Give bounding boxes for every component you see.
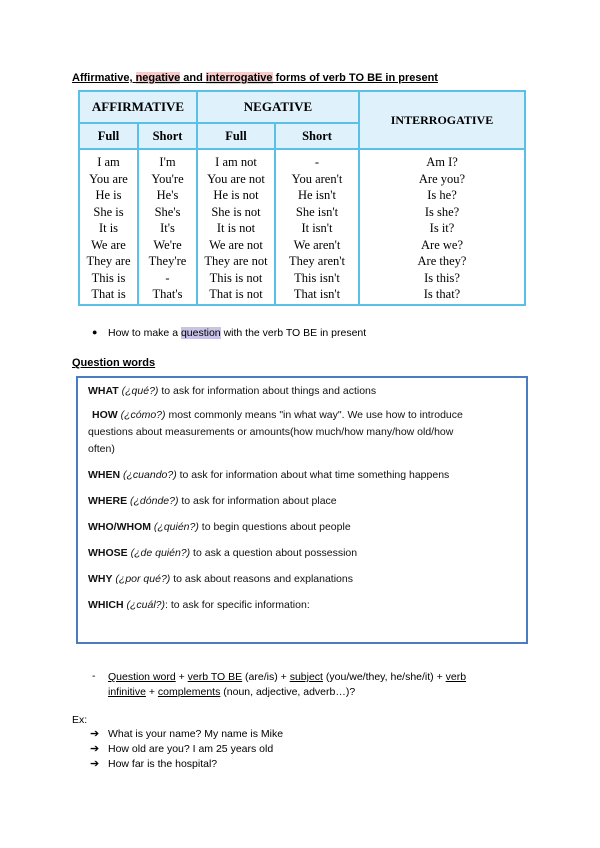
- cell: We're: [153, 237, 182, 252]
- qw-word: WHY: [88, 573, 113, 585]
- formula-verb: verb TO BE: [187, 671, 243, 683]
- cell: It isn't: [301, 221, 333, 235]
- cell: This is: [91, 270, 126, 285]
- cell: He's: [156, 188, 179, 202]
- formula-text: (you/we/they, he/she/it) +: [322, 671, 446, 683]
- formula-subject: subject: [289, 671, 323, 683]
- formula-dash: -: [92, 670, 96, 682]
- qw-text: to ask a question about possession: [190, 547, 358, 559]
- qw-spanish: (¿qué?): [121, 385, 159, 397]
- formula-verb-infinitive: verb: [445, 671, 467, 683]
- cell: Are they?: [417, 254, 467, 268]
- cell: That's: [152, 287, 183, 301]
- header-interrogative: INTERROGATIVE: [360, 92, 524, 148]
- qw-spanish: (¿cuando?): [123, 469, 177, 481]
- qw-word: WHOSE: [88, 547, 128, 559]
- question-highlight: question: [180, 327, 221, 339]
- header-affirmative-full: Full: [80, 124, 137, 148]
- cell: He is: [95, 188, 122, 202]
- header-negative: NEGATIVE: [198, 92, 358, 122]
- qw-who: [88, 519, 351, 535]
- cell: They are: [86, 254, 131, 268]
- qw-text: : to ask for specific information:: [165, 599, 310, 611]
- cell: This isn't: [294, 270, 340, 285]
- cell: He is not: [213, 188, 259, 202]
- qw-spanish: (¿cuál?): [126, 599, 166, 611]
- qw-spanish: (¿cómo?): [120, 409, 166, 421]
- cell: You are not: [207, 171, 265, 186]
- negative-full-column: [198, 154, 274, 303]
- cell: It is: [98, 221, 119, 235]
- bullet-dot-icon: ●: [92, 327, 98, 337]
- example-item: How far is the hospital?: [108, 758, 218, 770]
- qw-text: often): [88, 443, 115, 455]
- example-item: What is your name? My name is Mike: [108, 728, 284, 740]
- formula: [108, 670, 508, 700]
- cell: We aren't: [293, 237, 341, 252]
- qw-spanish: (¿de quién?): [130, 547, 191, 559]
- qw-word: WHO/WHOM: [88, 521, 151, 533]
- table-divider: [80, 122, 358, 124]
- cell: They are not: [204, 254, 268, 268]
- cell: -: [165, 270, 170, 285]
- verb-to-be-table: [78, 90, 526, 306]
- qw-how-cont: [88, 441, 115, 457]
- cell: Is this?: [424, 270, 460, 285]
- qw-word: HOW: [92, 409, 118, 421]
- qw-where: [88, 493, 337, 509]
- cell: She is not: [211, 204, 261, 219]
- cell: We are not: [209, 237, 263, 252]
- cell: That isn't: [293, 287, 341, 301]
- cell: Is it?: [429, 221, 455, 235]
- title-interrogative-highlight: interrogative: [205, 72, 273, 84]
- cell: She is: [93, 204, 124, 219]
- arrow-icon: ➔: [90, 743, 100, 755]
- formula-verb-infinitive: infinitive: [108, 686, 146, 698]
- qw-word: WHICH: [88, 599, 124, 611]
- bullet-how-to-question: [108, 327, 366, 339]
- formula-text: (noun, adjective, adverb…)?: [220, 686, 356, 698]
- qw-spanish: (¿por qué?): [115, 573, 171, 585]
- cell: Is he?: [427, 188, 457, 202]
- cell: This is not: [209, 270, 263, 285]
- qw-text: most commonly means "in what way". We use how to introduce: [165, 409, 463, 421]
- qw-whose: [88, 545, 357, 561]
- formula-text: +: [145, 686, 158, 698]
- question-words-box: [76, 376, 528, 644]
- cell: -: [314, 155, 320, 169]
- page-title: [72, 72, 438, 84]
- cell: It is not: [216, 221, 256, 235]
- qw-spanish: (¿quién?): [153, 521, 199, 533]
- header-affirmative: AFFIRMATIVE: [80, 92, 196, 122]
- qw-text: to ask for information about things and actions: [158, 385, 377, 397]
- arrow-icon: ➔: [90, 758, 100, 770]
- header-negative-short: Short: [276, 124, 358, 148]
- question-words-heading: Question words: [72, 357, 156, 369]
- qw-word: WHEN: [88, 469, 121, 481]
- title-part: Affirmative,: [72, 72, 136, 84]
- qw-word: WHERE: [88, 495, 128, 507]
- formula-complements: complements: [157, 686, 221, 698]
- cell: She's: [154, 204, 181, 219]
- qw-why: [88, 571, 353, 587]
- affirmative-short-column: [139, 154, 196, 303]
- qw-how-cont: [88, 424, 453, 440]
- cell: Are we?: [421, 237, 463, 252]
- title-part: forms of verb TO BE in present: [272, 72, 438, 84]
- cell: I am not: [215, 155, 257, 169]
- formula-text: +: [175, 671, 188, 683]
- cell: They're: [148, 254, 187, 268]
- cell: Is she?: [424, 204, 460, 219]
- bullet-text: How to make a: [108, 327, 181, 339]
- qw-which: [88, 597, 310, 613]
- cell: Is that?: [423, 287, 461, 301]
- interrogative-column: [360, 154, 524, 303]
- qw-text: to ask about reasons and explanations: [170, 573, 353, 585]
- affirmative-full-column: [80, 154, 137, 303]
- cell: I am: [97, 155, 120, 169]
- qw-spanish: (¿dónde?): [130, 495, 179, 507]
- examples-label: Ex:: [72, 714, 88, 726]
- cell: She isn't: [295, 204, 339, 219]
- qw-what: [88, 383, 376, 399]
- cell: I'm: [159, 155, 176, 169]
- qw-text: to ask for information about what time something happens: [176, 469, 450, 481]
- cell: Am I?: [426, 155, 458, 169]
- cell: It's: [160, 221, 175, 235]
- qw-text: to begin questions about people: [198, 521, 351, 533]
- qw-when: [88, 467, 449, 483]
- header-affirmative-short: Short: [139, 124, 196, 148]
- table-divider: [80, 148, 524, 150]
- title-part: and: [180, 72, 206, 84]
- example-item: How old are you? I am 25 years old: [108, 743, 274, 755]
- arrow-icon: ➔: [90, 728, 100, 740]
- formula-text: (are/is) +: [242, 671, 290, 683]
- qw-how: [92, 407, 463, 423]
- cell: He isn't: [297, 188, 336, 202]
- cell: That is: [91, 287, 126, 301]
- qw-text: questions about measurements or amounts(how much/how many/how old/how: [88, 426, 454, 438]
- cell: You aren't: [291, 171, 343, 186]
- cell: You are: [89, 171, 128, 186]
- formula-question-word: Question word: [108, 671, 176, 683]
- cell: We are: [91, 237, 126, 252]
- negative-short-column: [276, 154, 358, 303]
- cell: That is not: [209, 287, 263, 301]
- bullet-text: with the verb TO BE in present: [220, 327, 367, 339]
- cell: They aren't: [288, 254, 346, 268]
- qw-text: to ask for information about place: [178, 495, 337, 507]
- title-negative-highlight: negative: [135, 72, 181, 84]
- cell: Are you?: [418, 171, 466, 186]
- qw-word: WHAT: [88, 385, 119, 397]
- header-negative-full: Full: [198, 124, 274, 148]
- cell: You're: [151, 171, 184, 186]
